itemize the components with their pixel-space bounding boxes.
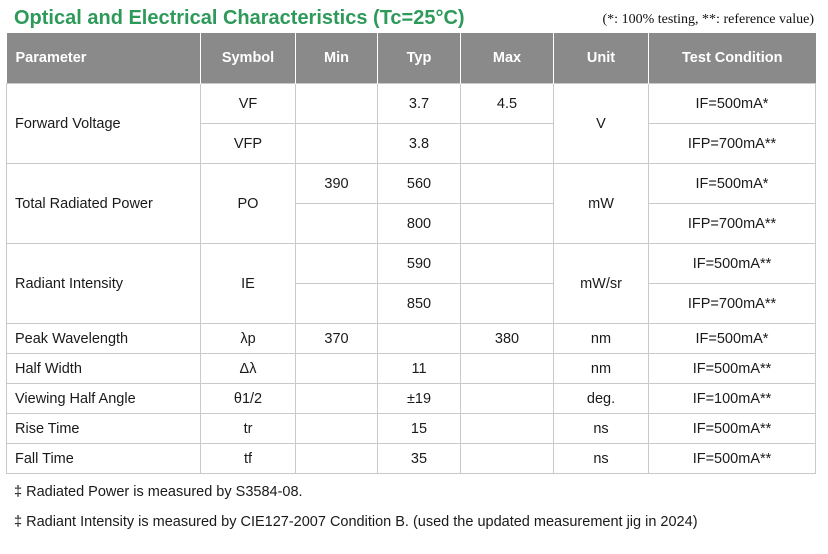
footnote-radiant-intensity: ‡ Radiant Intensity is measured by CIE127-2007 Condition B. (used the updated measurement jig in 2024) — [14, 514, 698, 530]
table-row — [7, 84, 816, 124]
section-title: Optical and Electrical Characteristics (Tc=25°C) — [14, 7, 465, 29]
condition-cell: IF=500mA* — [649, 324, 816, 354]
table-row — [7, 244, 816, 284]
header-max: Max — [461, 33, 554, 84]
header-unit: Unit — [554, 33, 649, 84]
symbol-cell: λp — [201, 324, 296, 354]
table-header-row — [7, 33, 816, 84]
unit-cell: ns — [554, 444, 649, 474]
unit-cell: V — [554, 84, 649, 164]
min-cell: 390 — [296, 164, 378, 204]
max-cell — [461, 204, 554, 244]
typ-cell: 35 — [378, 444, 461, 474]
header-parameter: Parameter — [7, 33, 201, 84]
typ-cell: 560 — [378, 164, 461, 204]
symbol-cell: tf — [201, 444, 296, 474]
unit-cell: ns — [554, 414, 649, 444]
table-row — [7, 354, 816, 384]
max-cell — [461, 354, 554, 384]
footnote-radiated-power: ‡ Radiated Power is measured by S3584-08. — [14, 484, 303, 500]
condition-cell: IF=500mA** — [649, 444, 816, 474]
symbol-cell: VF — [201, 84, 296, 124]
parameter-cell: Viewing Half Angle — [7, 384, 201, 414]
parameter-cell: Fall Time — [7, 444, 201, 474]
condition-cell: IFP=700mA** — [649, 124, 816, 164]
condition-cell: IF=500mA** — [649, 244, 816, 284]
max-cell — [461, 444, 554, 474]
header-symbol: Symbol — [201, 33, 296, 84]
parameter-cell: Peak Wavelength — [7, 324, 201, 354]
condition-cell: IFP=700mA** — [649, 204, 816, 244]
condition-cell: IF=500mA** — [649, 354, 816, 384]
testing-note: (*: 100% testing, **: reference value) — [602, 12, 814, 27]
condition-cell: IF=100mA** — [649, 384, 816, 414]
table-row — [7, 414, 816, 444]
typ-cell: 3.7 — [378, 84, 461, 124]
symbol-cell: IE — [201, 244, 296, 324]
header-typ: Typ — [378, 33, 461, 84]
symbol-cell: θ1/2 — [201, 384, 296, 414]
min-cell: 370 — [296, 324, 378, 354]
typ-cell: 850 — [378, 284, 461, 324]
min-cell — [296, 244, 378, 284]
condition-cell: IF=500mA* — [649, 164, 816, 204]
condition-cell: IF=500mA** — [649, 414, 816, 444]
table-row — [7, 324, 816, 354]
symbol-cell: VFP — [201, 124, 296, 164]
max-cell — [461, 414, 554, 444]
parameter-cell: Forward Voltage — [7, 84, 201, 164]
min-cell — [296, 354, 378, 384]
symbol-cell: PO — [201, 164, 296, 244]
header-test-condition: Test Condition — [649, 33, 816, 84]
typ-cell: 11 — [378, 354, 461, 384]
min-cell — [296, 384, 378, 414]
min-cell — [296, 284, 378, 324]
condition-cell: IFP=700mA** — [649, 284, 816, 324]
parameter-cell: Total Radiated Power — [7, 164, 201, 244]
max-cell: 380 — [461, 324, 554, 354]
typ-cell: 590 — [378, 244, 461, 284]
unit-cell: nm — [554, 354, 649, 384]
typ-cell: 800 — [378, 204, 461, 244]
unit-cell: mW/sr — [554, 244, 649, 324]
characteristics-table — [6, 33, 816, 474]
min-cell — [296, 414, 378, 444]
max-cell — [461, 384, 554, 414]
max-cell — [461, 124, 554, 164]
min-cell — [296, 84, 378, 124]
table-row — [7, 444, 816, 474]
max-cell — [461, 164, 554, 204]
typ-cell: 15 — [378, 414, 461, 444]
symbol-cell: tr — [201, 414, 296, 444]
parameter-cell: Radiant Intensity — [7, 244, 201, 324]
parameter-cell: Rise Time — [7, 414, 201, 444]
header-min: Min — [296, 33, 378, 84]
unit-cell: nm — [554, 324, 649, 354]
typ-cell: 3.8 — [378, 124, 461, 164]
unit-cell: deg. — [554, 384, 649, 414]
max-cell — [461, 284, 554, 324]
typ-cell: ±19 — [378, 384, 461, 414]
max-cell — [461, 244, 554, 284]
table-row — [7, 384, 816, 414]
parameter-cell: Half Width — [7, 354, 201, 384]
typ-cell — [378, 324, 461, 354]
max-cell: 4.5 — [461, 84, 554, 124]
symbol-cell: Δλ — [201, 354, 296, 384]
min-cell — [296, 124, 378, 164]
table-row — [7, 164, 816, 204]
unit-cell: mW — [554, 164, 649, 244]
min-cell — [296, 204, 378, 244]
min-cell — [296, 444, 378, 474]
condition-cell: IF=500mA* — [649, 84, 816, 124]
